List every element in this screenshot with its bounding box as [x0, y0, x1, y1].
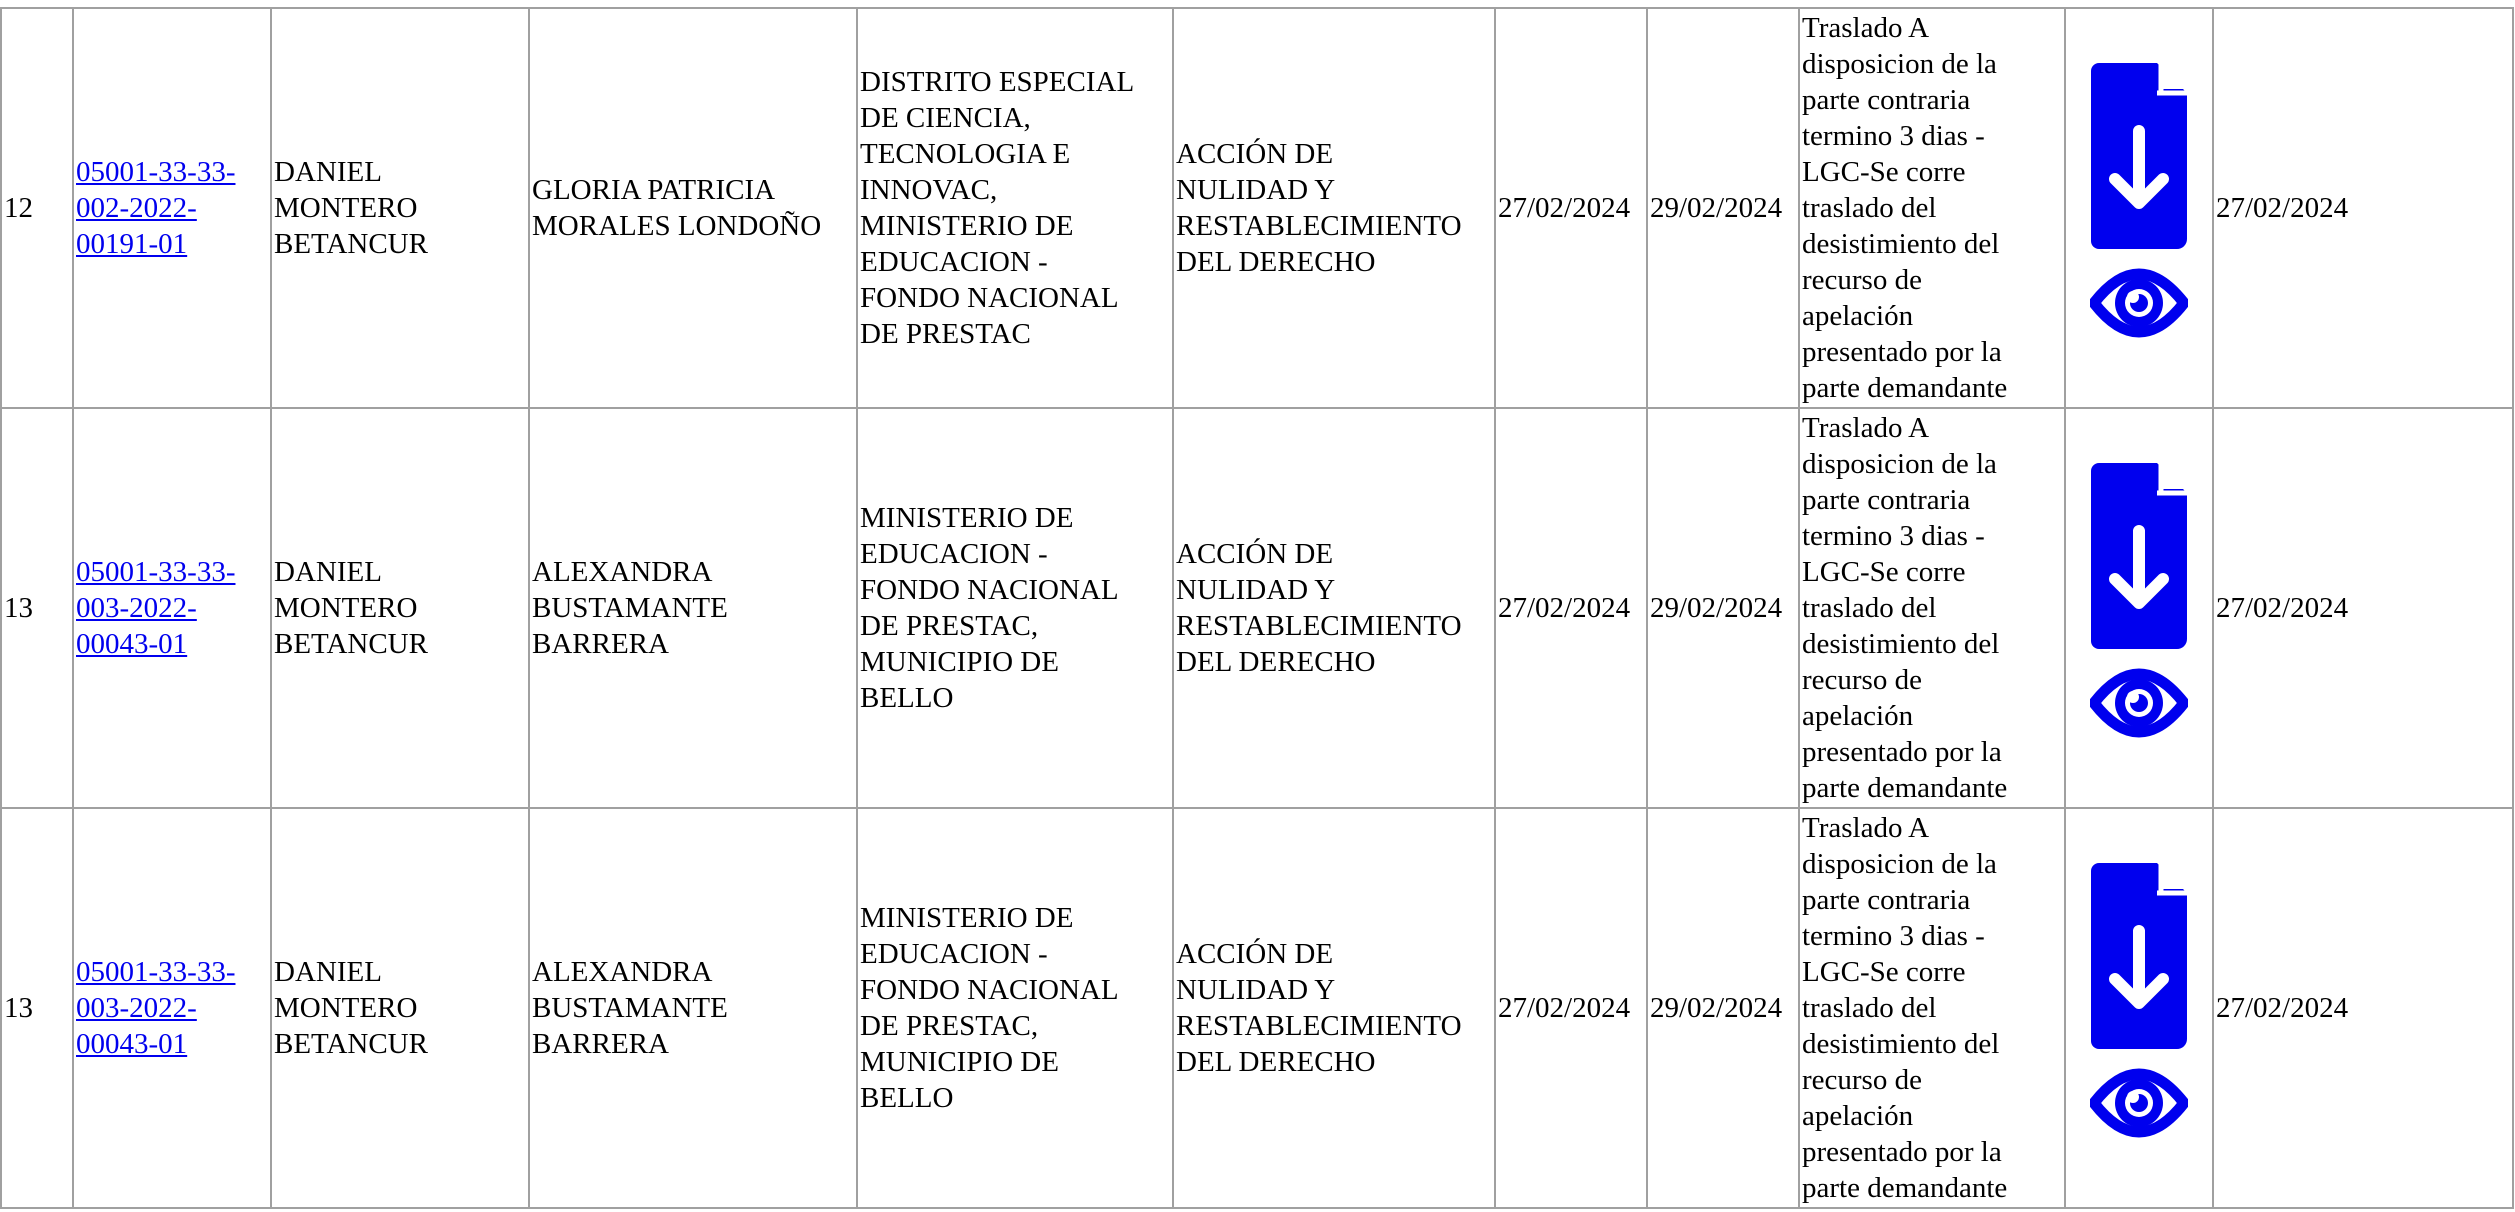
table-row	[1, 8, 2513, 408]
cell-clase-proceso: ACCIÓN DE NULIDAD Y RESTABLECIMIENTO DEL DERECHO	[1173, 8, 1495, 408]
cell-ponente: DANIEL MONTERO BETANCUR	[271, 8, 529, 408]
cell-demandado: MINISTERIO DE EDUCACION - FONDO NACIONAL DE PRESTAC, MUNICIPIO DE BELLO	[857, 408, 1173, 808]
cell-descripcion: Traslado A disposicion de la parte contraria termino 3 dias - LGC-Se corre traslado del desistimiento del recurso de apelación presentado por la parte demandante	[1799, 408, 2065, 808]
cell-fecha-publicacion: 27/02/2024	[2213, 408, 2513, 808]
cell-actions	[2065, 808, 2213, 1208]
traslados-table	[0, 7, 2514, 1209]
cell-number: 13	[1, 408, 73, 808]
cell-demandado: DISTRITO ESPECIAL DE CIENCIA, TECNOLOGIA E INNOVAC, MINISTERIO DE EDUCACION - FONDO NACIONAL DE PRESTAC	[857, 8, 1173, 408]
table-row	[1, 408, 2513, 808]
cell-fecha-publicacion: 27/02/2024	[2213, 808, 2513, 1208]
cell-descripcion: Traslado A disposicion de la parte contraria termino 3 dias - LGC-Se corre traslado del desistimiento del recurso de apelación presentado por la parte demandante	[1799, 8, 2065, 408]
table-row	[1, 808, 2513, 1208]
file-download-icon[interactable]	[2091, 463, 2187, 649]
radicado-link[interactable]: 05001-33-33- 003-2022- 00043-01	[76, 956, 236, 1060]
cell-clase-proceso: ACCIÓN DE NULIDAD Y RESTABLECIMIENTO DEL DERECHO	[1173, 808, 1495, 1208]
cell-fecha-fin: 29/02/2024	[1647, 808, 1799, 1208]
cell-demandante: ALEXANDRA BUSTAMANTE BARRERA	[529, 408, 857, 808]
cell-descripcion: Traslado A disposicion de la parte contraria termino 3 dias - LGC-Se corre traslado del desistimiento del recurso de apelación presentado por la parte demandante	[1799, 808, 2065, 1208]
cell-demandante: GLORIA PATRICIA MORALES LONDOÑO	[529, 8, 857, 408]
eye-icon[interactable]	[2090, 1053, 2188, 1153]
cell-radicado	[73, 808, 271, 1208]
cell-fecha-fin: 29/02/2024	[1647, 408, 1799, 808]
cell-radicado	[73, 8, 271, 408]
cell-fecha-inicio: 27/02/2024	[1495, 808, 1647, 1208]
cell-demandante: ALEXANDRA BUSTAMANTE BARRERA	[529, 808, 857, 1208]
cell-fecha-inicio: 27/02/2024	[1495, 408, 1647, 808]
eye-icon[interactable]	[2090, 653, 2188, 753]
cell-fecha-fin: 29/02/2024	[1647, 8, 1799, 408]
file-download-icon[interactable]	[2091, 863, 2187, 1049]
cell-actions	[2065, 8, 2213, 408]
cell-ponente: DANIEL MONTERO BETANCUR	[271, 808, 529, 1208]
cell-ponente: DANIEL MONTERO BETANCUR	[271, 408, 529, 808]
file-download-icon[interactable]	[2091, 63, 2187, 249]
cell-actions	[2065, 408, 2213, 808]
cell-demandado: MINISTERIO DE EDUCACION - FONDO NACIONAL DE PRESTAC, MUNICIPIO DE BELLO	[857, 808, 1173, 1208]
radicado-link[interactable]: 05001-33-33- 002-2022- 00191-01	[76, 156, 236, 260]
radicado-link[interactable]: 05001-33-33- 003-2022- 00043-01	[76, 556, 236, 660]
table-body	[1, 8, 2513, 1208]
cell-number: 12	[1, 8, 73, 408]
cell-number: 13	[1, 808, 73, 1208]
eye-icon[interactable]	[2090, 253, 2188, 353]
cell-fecha-publicacion: 27/02/2024	[2213, 8, 2513, 408]
cell-fecha-inicio: 27/02/2024	[1495, 8, 1647, 408]
cell-radicado	[73, 408, 271, 808]
cell-clase-proceso: ACCIÓN DE NULIDAD Y RESTABLECIMIENTO DEL DERECHO	[1173, 408, 1495, 808]
